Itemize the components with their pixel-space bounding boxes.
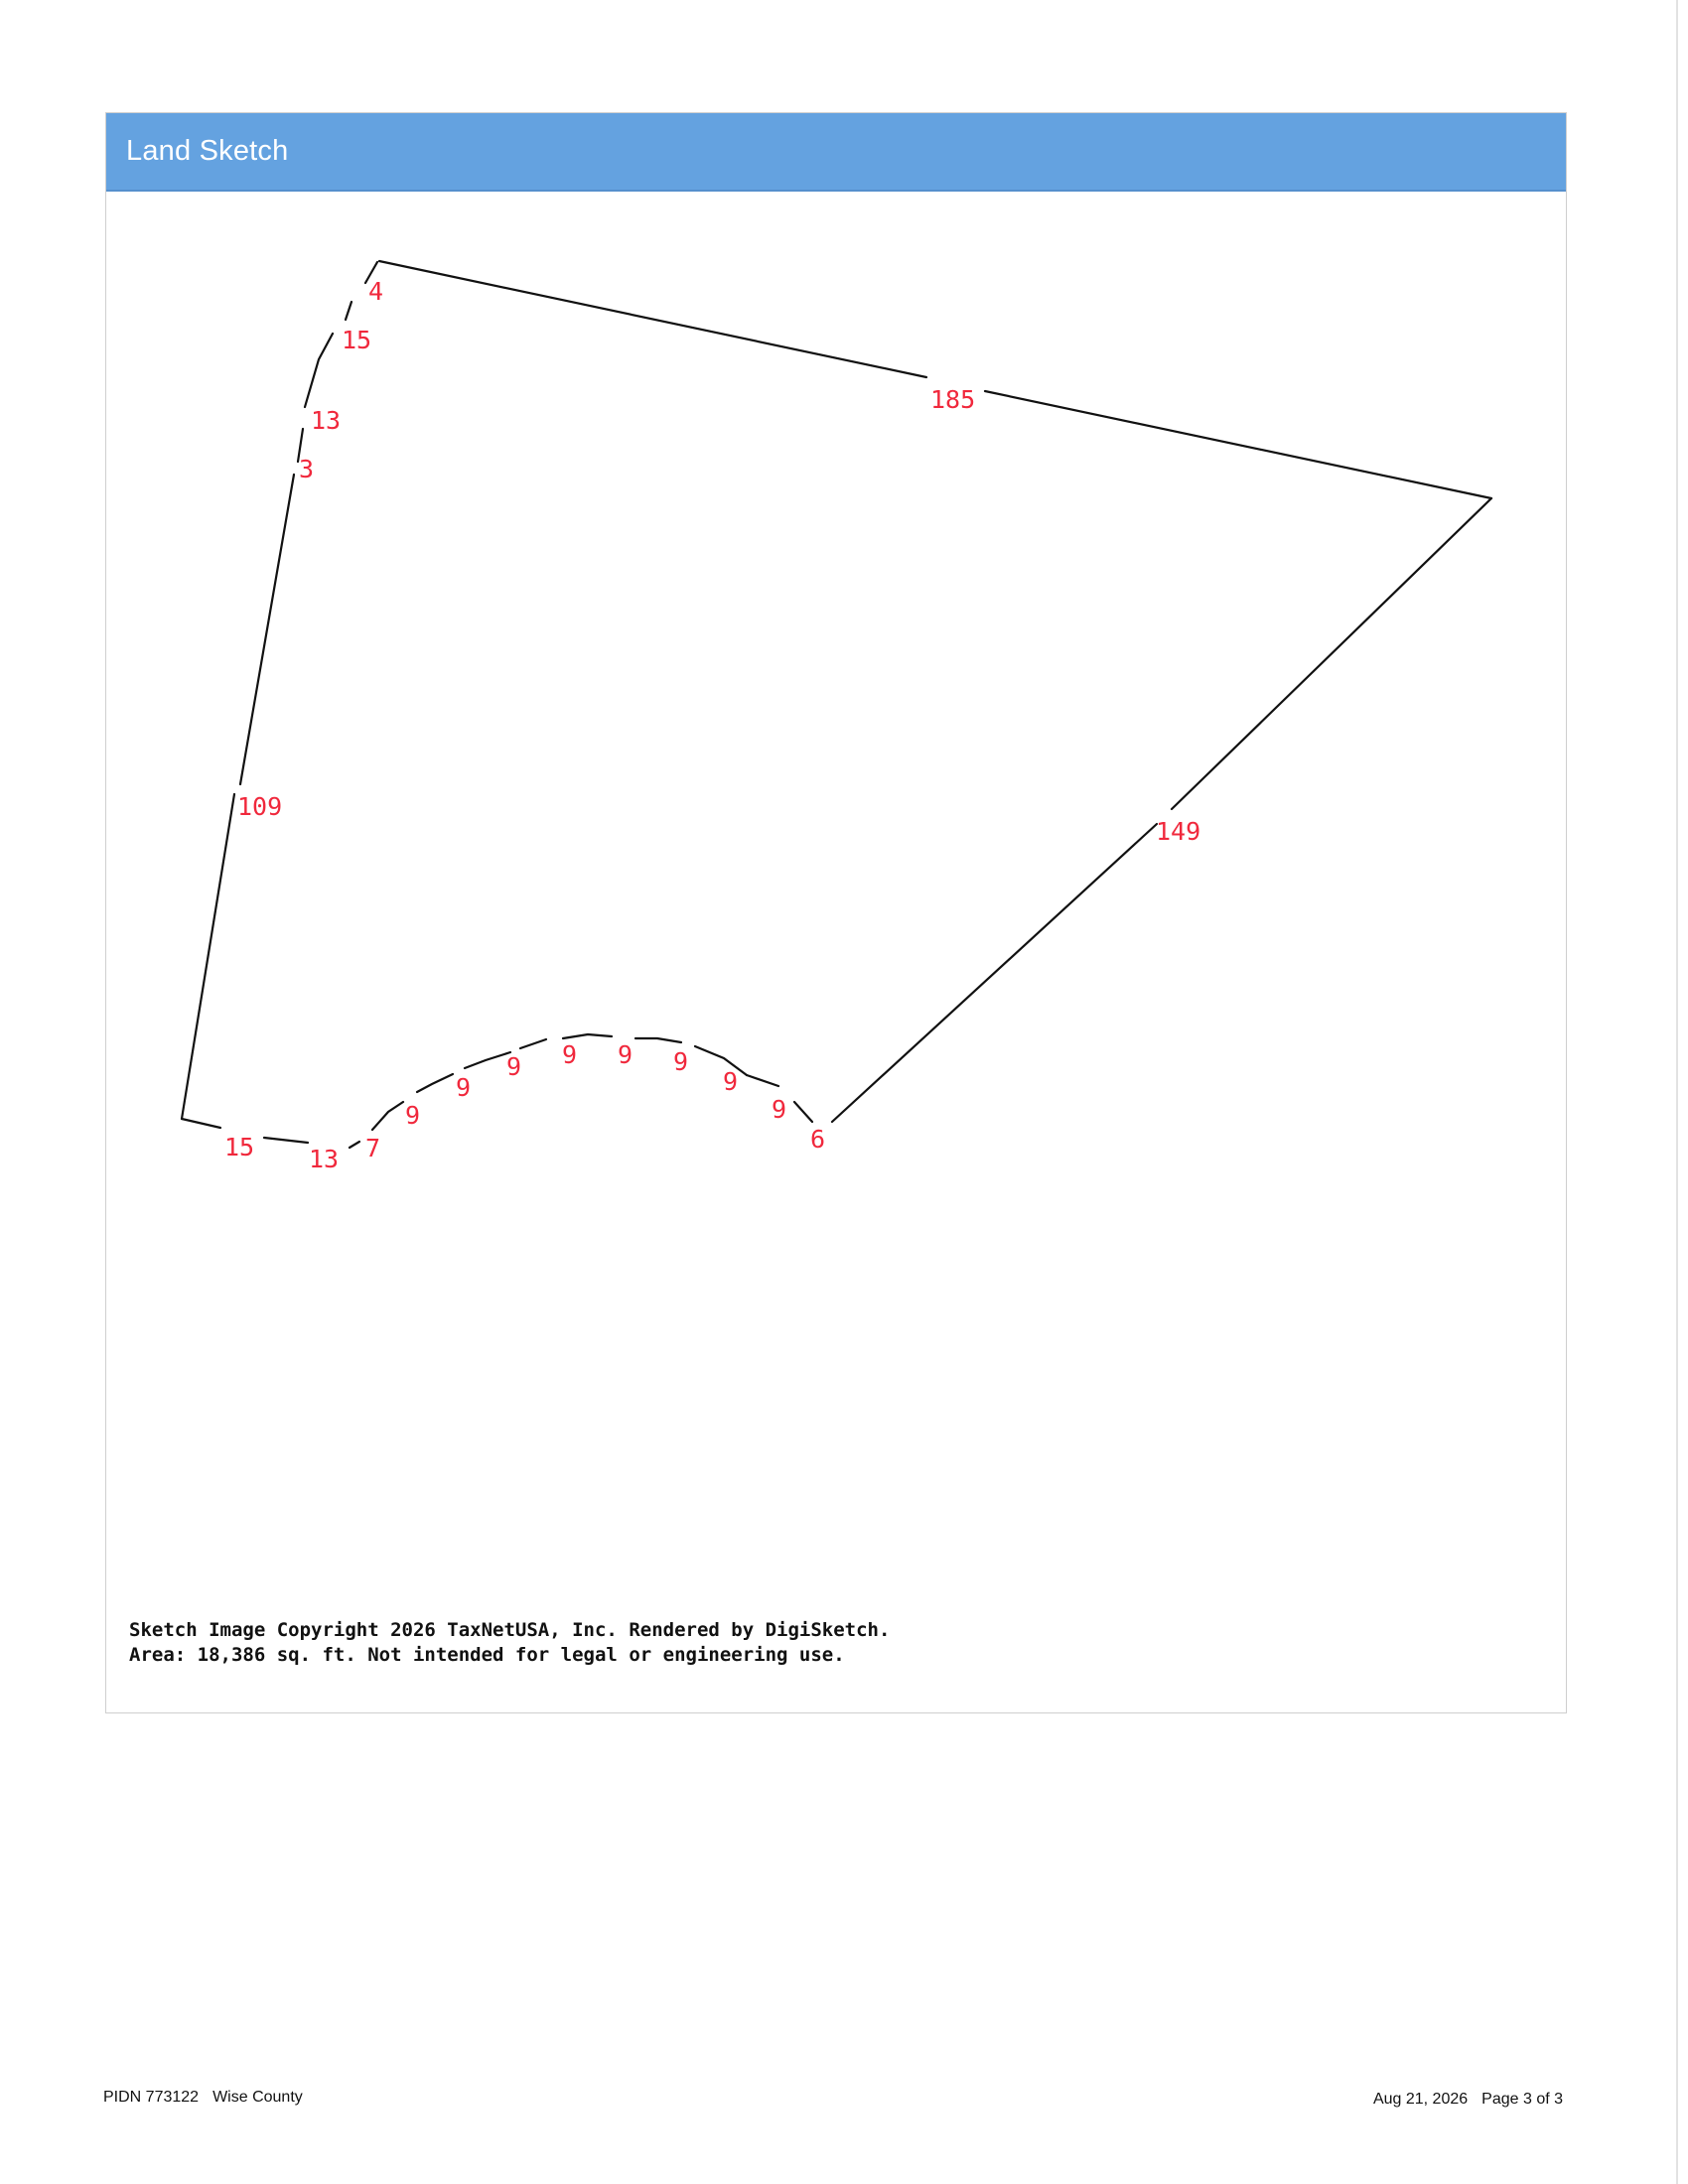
pidn: PIDN 773122 (103, 2089, 200, 2106)
dimension-label: 9 (772, 1095, 787, 1124)
parcel-top-edge-right (985, 391, 1491, 498)
parcel-top-edge (379, 261, 926, 377)
parcel-left-curve (305, 334, 333, 407)
dimension-label: 6 (810, 1125, 826, 1154)
parcel-outline (182, 261, 1491, 1148)
dimension-labels (224, 277, 1200, 1173)
sketch-copyright: Sketch Image Copyright 2026 TaxNetUSA, Inc. Rendered by DigiSketch. (129, 1619, 891, 1641)
page-footer-right (1373, 2091, 1563, 2109)
dimension-label: 3 (299, 455, 315, 483)
county: Wise County (212, 2089, 303, 2106)
page-number: Page 3 of 3 (1481, 2091, 1563, 2108)
parcel-curve-arc (695, 1046, 747, 1075)
parcel-curve-arc (747, 1075, 778, 1086)
panel-title: Land Sketch (126, 135, 289, 167)
parcel-bottom-left (182, 1119, 220, 1128)
parcel-curve-arc (417, 1074, 453, 1092)
parcel-left-edge-upper (240, 475, 294, 784)
dimension-label: 13 (311, 406, 342, 435)
parcel-bottom-left (264, 1138, 308, 1143)
parcel-curve-arc (372, 1102, 403, 1130)
dimension-label: 9 (405, 1101, 421, 1130)
dimension-label: 9 (562, 1040, 578, 1069)
dimension-label: 9 (673, 1047, 689, 1076)
parcel-curve-arc (563, 1034, 612, 1038)
parcel-curve-arc (465, 1052, 510, 1068)
parcel-curve-right (794, 1102, 812, 1122)
dimension-label: 7 (365, 1134, 381, 1162)
dimension-label: 4 (368, 277, 384, 306)
parcel-left-edge (182, 794, 234, 1119)
parcel-right-edge-lower (832, 824, 1157, 1122)
dimension-label: 109 (237, 792, 283, 821)
dimension-label: 9 (456, 1073, 472, 1102)
parcel-curve-left (350, 1142, 359, 1148)
page-footer-left (103, 2089, 303, 2107)
parcel-left-curve (346, 302, 352, 320)
dimension-label: 149 (1156, 817, 1201, 846)
parcel-curve-arc (520, 1039, 546, 1048)
dimension-label: 9 (506, 1052, 522, 1081)
dimension-label: 9 (618, 1040, 633, 1069)
parcel-right-edge-upper (1172, 498, 1491, 809)
dimension-label: 185 (930, 385, 976, 414)
parcel-curve-arc (635, 1038, 681, 1042)
print-date: Aug 21, 2026 (1372, 2091, 1469, 2108)
sketch-area-note: Area: 18,386 sq. ft. Not intended for legal or engineering use. (129, 1644, 845, 1666)
dimension-label: 15 (224, 1133, 255, 1161)
dimension-label: 15 (342, 326, 372, 354)
sketch-footer (129, 1618, 890, 1668)
dimension-label: 9 (723, 1067, 739, 1096)
dimension-label: 13 (309, 1145, 340, 1173)
